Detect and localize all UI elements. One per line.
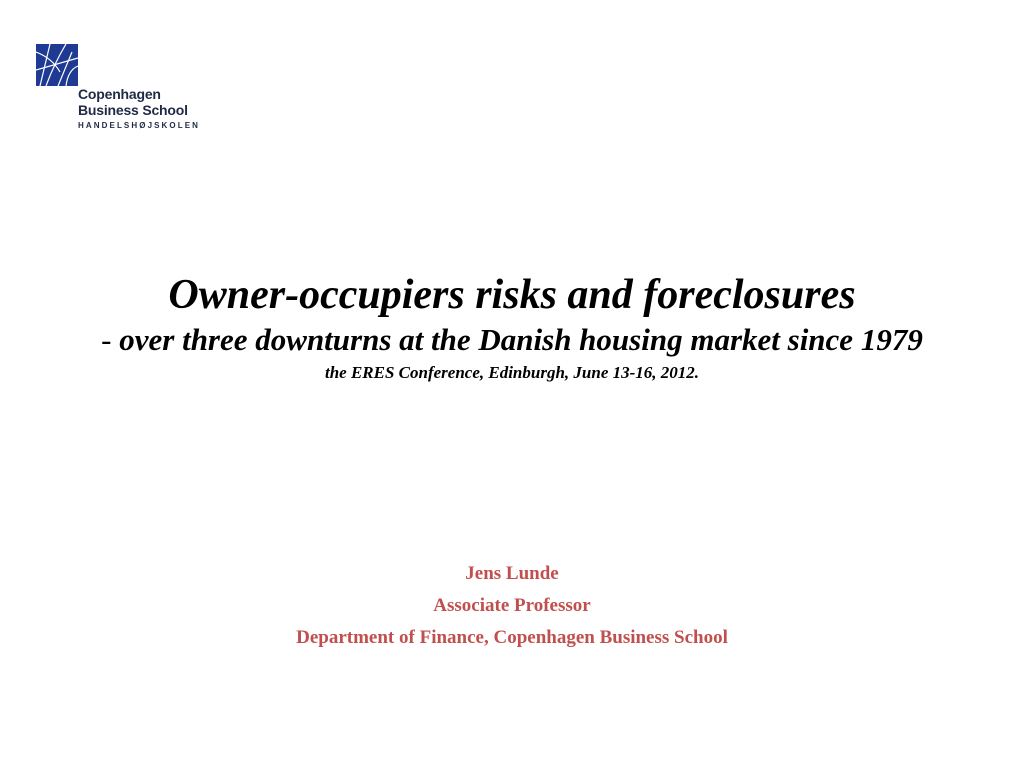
logo-line-2: Business School bbox=[78, 102, 188, 118]
title-block bbox=[0, 270, 1024, 386]
cbs-logo-mark-icon bbox=[36, 44, 78, 86]
subtitle-text: over three downturns at the Danish housing market since 1979 bbox=[119, 322, 923, 357]
logo-line-3: HANDELSHØJSKOLEN bbox=[78, 121, 201, 130]
author-affiliation: Department of Finance, Copenhagen Business School bbox=[296, 627, 728, 648]
cbs-logo-text bbox=[78, 86, 200, 130]
logo-line-1: Copenhagen bbox=[78, 86, 161, 102]
author-name: Jens Lunde bbox=[465, 563, 559, 584]
conference-line: the ERES Conference, Edinburgh, June 13-16, 2012. bbox=[324, 363, 700, 382]
author-position: Associate Professor bbox=[433, 595, 591, 616]
slide-title: Owner-occupiers risks and foreclosures bbox=[168, 272, 856, 318]
cbs-logo bbox=[36, 44, 206, 136]
slide-subtitle bbox=[62, 320, 962, 360]
author-block bbox=[0, 558, 1024, 654]
subtitle-dash: - bbox=[101, 322, 112, 357]
